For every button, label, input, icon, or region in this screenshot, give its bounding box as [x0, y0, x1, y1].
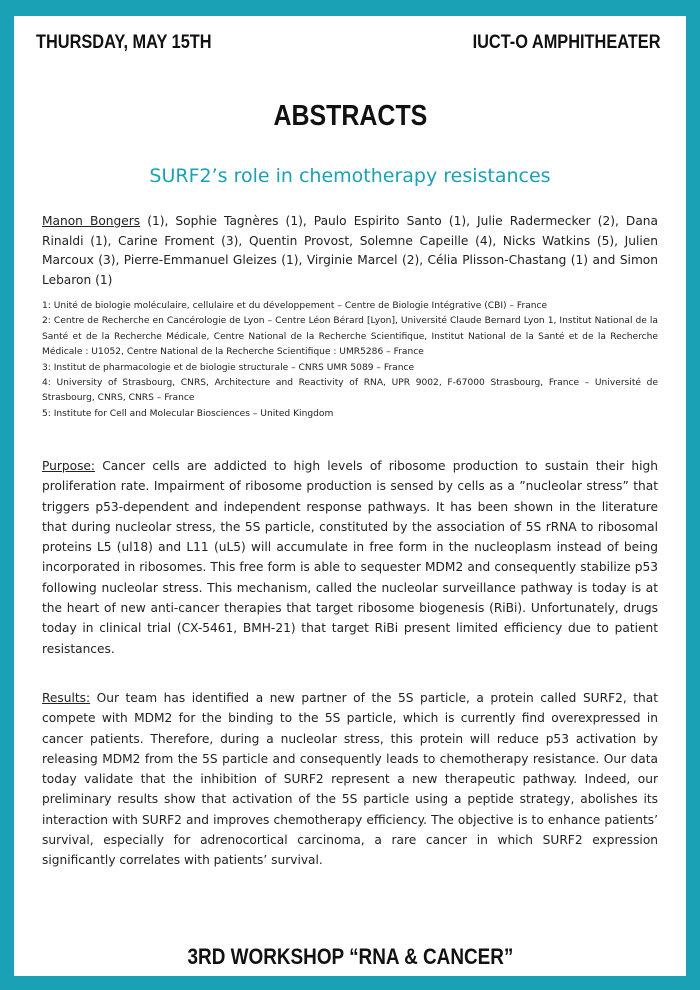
affiliation-item: 5: Institute for Cell and Molecular Biosciences – United Kingdom	[42, 408, 334, 419]
results-label: Results:	[42, 691, 91, 705]
affiliations	[42, 299, 658, 422]
presenting-author: Manon Bongers	[42, 214, 141, 228]
purpose-paragraph	[42, 456, 658, 659]
affiliation-item: 3: Institut de pharmacologie et de biologie structurale – CNRS UMR 5089 – France	[42, 362, 415, 373]
affiliation-item: 2: Centre de Recherche en Cancérologie de Lyon – Centre Léon Bérard [Lyon], Université Claude Bernard Lyon 1, Institut National de la Santé et de la Recherche Médicale, Centre National de la Recherche Scientifique, Institut National de la Santé et de la Recherche Médicale : U1052, Centre National de la Recherche Scientifique : UMR5286 – France	[42, 316, 658, 358]
affiliation-item: 1: Unité de biologie moléculaire, cellulaire et du développement – Centre de Biologie Intégrative (CBI) – France	[42, 301, 548, 311]
author-list	[42, 212, 658, 290]
results-text: Our team has identified a new partner of the 5S particle, a protein called SURF2, that compete with MDM2 for the binding to the 5S particle, which is currently find overexpressed in cancer patients. Therefore, during a nucleolar stress, this protein will reduce p53 activation by releasing MDM2 from the 5S particle and consequently leads to chemotherapy resistance. Our data today validate that the inhibition of SURF2 represent a new therapeutic pathway. Indeed, our preliminary results show that activation of the 5S particle using a peptide strategy, abolishes its interaction with SURF2 and improves chemotherapy efficiency. The objective is to enhance patients’ survival, especially for adrenocortical carcinoma, a rare cancer in which SURF2 expression significantly correlates with patients’ survival.	[42, 691, 658, 868]
purpose-text: Cancer cells are addicted to high levels of ribosome production to sustain their high proliferation rate. Impairment of ribosome production is sensed by cells as a ”nucleolar stress” that triggers p53-dependent and independent response pathways. It has been shown in the literature that during nucleolar stress, the 5S particle, constituted by the association of 5S rRNA to ribosomal proteins L5 (ul18) and L11 (uL5) will accumulate in free form in the nucleoplasm instead of being incorporated in ribosomes. This free form is able to sequester MDM2 and consequently stabilize p53 following nucleolar stress. This mechanism, called the nucleolar surveillance pathway is today is at the heart of new anti-cancer therapies that target ribosome biogenesis (RiBi). Unfortunately, drugs today in clinical trial (CX-5461, BMH-21) that target RiBi present limited efficiency due to patient resistances.	[42, 459, 658, 656]
section-title: ABSTRACTS	[273, 100, 427, 132]
co-authors: (1), Sophie Tagnères (1), Paulo Espirito Santo (1), Julie Radermecker (2), Dana Rinaldi (1), Carine Froment (3), Quentin Provost, Solemne Capeille (4), Nicks Watkins (5), Julien Marcoux (3), Pierre-Emmanuel Gleizes (1), Virginie Marcel (2), Célia Plisson-Chastang (1) and Simon Lebaron (1)	[42, 214, 658, 287]
results-paragraph	[42, 688, 658, 871]
abstract-title: SURF2’s role in chemotherapy resistances	[149, 165, 551, 187]
event-venue: IUCT-O AMPHITHEATER	[472, 32, 660, 53]
workshop-footer: 3RD WORKSHOP “RNA & CANCER”	[187, 944, 513, 969]
affiliation-item: 4: University of Strasbourg, CNRS, Architecture and Reactivity of RNA, UPR 9002, F-67000 Strasbourg, France – Université de Strasbourg, CNRS, CNRS – France	[42, 378, 658, 404]
purpose-label: Purpose:	[42, 459, 96, 473]
event-date: THURSDAY, MAY 15TH	[36, 32, 212, 53]
